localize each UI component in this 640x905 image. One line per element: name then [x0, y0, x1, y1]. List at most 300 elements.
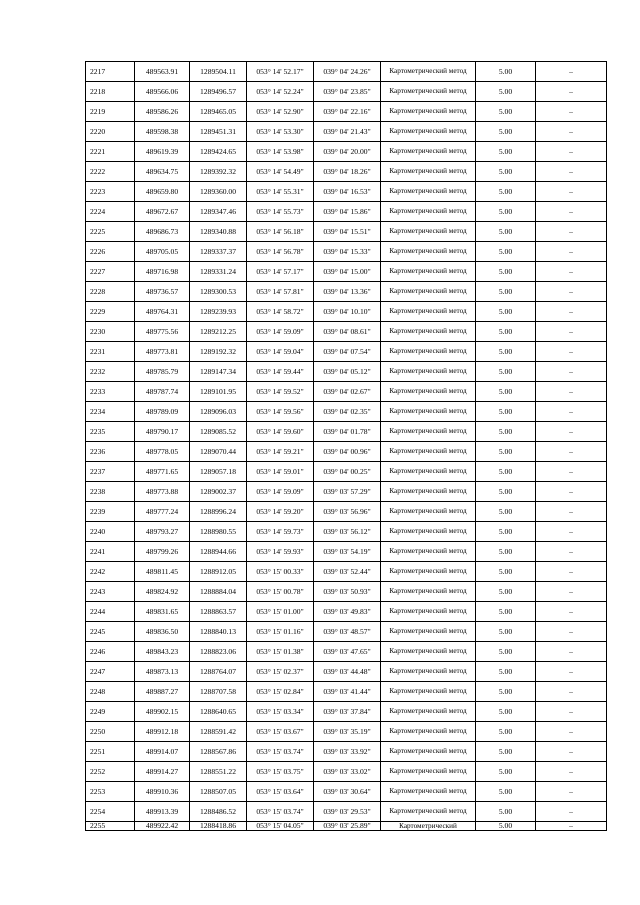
latitude-cell: 053° 14' 52.90"	[247, 102, 314, 122]
coord-y-cell: 1289192.32	[190, 342, 247, 362]
method-cell: Картометрический метод	[381, 462, 476, 482]
coord-x-cell: 489887.27	[135, 682, 190, 702]
longitude-cell: 039° 04' 05.12"	[314, 362, 381, 382]
table-row	[86, 562, 607, 582]
table-row	[86, 782, 607, 802]
latitude-cell: 053° 14' 54.49"	[247, 162, 314, 182]
method-cell: Картометрический метод	[381, 342, 476, 362]
method-cell: Картометрический метод	[381, 62, 476, 82]
accuracy-cell: 5.00	[476, 662, 536, 682]
coord-y-cell: 1289424.65	[190, 142, 247, 162]
latitude-cell: 053° 15' 03.75"	[247, 762, 314, 782]
point-number-cell: 2226	[86, 242, 135, 262]
accuracy-cell: 5.00	[476, 382, 536, 402]
longitude-cell: 039° 03' 25.89"	[314, 822, 381, 831]
longitude-cell: 039° 04' 18.26"	[314, 162, 381, 182]
latitude-cell: 053° 15' 03.67"	[247, 722, 314, 742]
table-row	[86, 82, 607, 102]
table-row	[86, 442, 607, 462]
coord-y-cell: 1289347.46	[190, 202, 247, 222]
coord-y-cell: 1288980.55	[190, 522, 247, 542]
coord-y-cell: 1288551.22	[190, 762, 247, 782]
point-number-cell: 2253	[86, 782, 135, 802]
coord-y-cell: 1289239.93	[190, 302, 247, 322]
description-cell: –	[536, 642, 607, 662]
coord-x-cell: 489764.31	[135, 302, 190, 322]
method-cell: Картометрический метод	[381, 722, 476, 742]
table-row	[86, 502, 607, 522]
coord-y-cell: 1288863.57	[190, 602, 247, 622]
coord-y-cell: 1289337.37	[190, 242, 247, 262]
latitude-cell: 053° 15' 04.05"	[247, 822, 314, 831]
latitude-cell: 053° 15' 00.33"	[247, 562, 314, 582]
method-cell: Картометрический метод	[381, 402, 476, 422]
coord-x-cell: 489619.39	[135, 142, 190, 162]
accuracy-cell: 5.00	[476, 482, 536, 502]
coord-x-cell: 489873.13	[135, 662, 190, 682]
latitude-cell: 053° 15' 02.84"	[247, 682, 314, 702]
point-number-cell: 2233	[86, 382, 135, 402]
coord-y-cell: 1288507.05	[190, 782, 247, 802]
accuracy-cell: 5.00	[476, 362, 536, 382]
latitude-cell: 053° 14' 59.60"	[247, 422, 314, 442]
coordinates-table	[85, 61, 607, 831]
method-cell: Картометрический метод	[381, 422, 476, 442]
latitude-cell: 053° 14' 59.56"	[247, 402, 314, 422]
point-number-cell: 2251	[86, 742, 135, 762]
coord-y-cell: 1288996.24	[190, 502, 247, 522]
description-cell: –	[536, 182, 607, 202]
latitude-cell: 053° 14' 56.18"	[247, 222, 314, 242]
description-cell: –	[536, 682, 607, 702]
accuracy-cell: 5.00	[476, 302, 536, 322]
point-number-cell: 2223	[86, 182, 135, 202]
longitude-cell: 039° 03' 33.92"	[314, 742, 381, 762]
description-cell: –	[536, 102, 607, 122]
point-number-cell: 2246	[86, 642, 135, 662]
coord-y-cell: 1288486.52	[190, 802, 247, 822]
description-cell: –	[536, 242, 607, 262]
method-cell: Картометрический метод	[381, 302, 476, 322]
coord-x-cell: 489922.42	[135, 822, 190, 831]
accuracy-cell: 5.00	[476, 742, 536, 762]
point-number-cell: 2237	[86, 462, 135, 482]
longitude-cell: 039° 03' 35.19"	[314, 722, 381, 742]
table-row	[86, 382, 607, 402]
accuracy-cell: 5.00	[476, 602, 536, 622]
accuracy-cell: 5.00	[476, 422, 536, 442]
method-cell: Картометрический метод	[381, 182, 476, 202]
longitude-cell: 039° 03' 47.65"	[314, 642, 381, 662]
accuracy-cell: 5.00	[476, 802, 536, 822]
coord-y-cell: 1288567.86	[190, 742, 247, 762]
table-row	[86, 582, 607, 602]
accuracy-cell: 5.00	[476, 322, 536, 342]
latitude-cell: 053° 14' 53.30"	[247, 122, 314, 142]
accuracy-cell: 5.00	[476, 142, 536, 162]
point-number-cell: 2225	[86, 222, 135, 242]
description-cell: –	[536, 142, 607, 162]
point-number-cell: 2217	[86, 62, 135, 82]
method-cell: Картометрический метод	[381, 542, 476, 562]
accuracy-cell: 5.00	[476, 822, 536, 831]
coord-x-cell: 489914.07	[135, 742, 190, 762]
method-cell: Картометрический метод	[381, 142, 476, 162]
accuracy-cell: 5.00	[476, 182, 536, 202]
coord-x-cell: 489793.27	[135, 522, 190, 542]
longitude-cell: 039° 04' 01.78"	[314, 422, 381, 442]
accuracy-cell: 5.00	[476, 462, 536, 482]
point-number-cell: 2221	[86, 142, 135, 162]
longitude-cell: 039° 04' 23.85"	[314, 82, 381, 102]
description-cell: –	[536, 202, 607, 222]
longitude-cell: 039° 03' 33.02"	[314, 762, 381, 782]
accuracy-cell: 5.00	[476, 222, 536, 242]
description-cell: –	[536, 482, 607, 502]
point-number-cell: 2255	[86, 822, 135, 831]
coord-y-cell: 1289096.03	[190, 402, 247, 422]
table-row	[86, 202, 607, 222]
description-cell: –	[536, 762, 607, 782]
longitude-cell: 039° 04' 16.53"	[314, 182, 381, 202]
longitude-cell: 039° 04' 00.25"	[314, 462, 381, 482]
description-cell: –	[536, 542, 607, 562]
description-cell: –	[536, 362, 607, 382]
longitude-cell: 039° 03' 29.53"	[314, 802, 381, 822]
method-cell: Картометрический метод	[381, 682, 476, 702]
longitude-cell: 039° 04' 24.26"	[314, 62, 381, 82]
description-cell: –	[536, 702, 607, 722]
coord-x-cell: 489778.05	[135, 442, 190, 462]
method-cell: Картометрический метод	[381, 102, 476, 122]
coord-y-cell: 1289057.18	[190, 462, 247, 482]
coord-y-cell: 1288418.86	[190, 822, 247, 831]
table-row	[86, 662, 607, 682]
coord-x-cell: 489771.65	[135, 462, 190, 482]
table-row	[86, 142, 607, 162]
point-number-cell: 2245	[86, 622, 135, 642]
longitude-cell: 039° 04' 07.54"	[314, 342, 381, 362]
description-cell: –	[536, 322, 607, 342]
coordinates-table-body	[86, 62, 607, 831]
point-number-cell: 2232	[86, 362, 135, 382]
longitude-cell: 039° 03' 57.29"	[314, 482, 381, 502]
coord-y-cell: 1288884.04	[190, 582, 247, 602]
method-cell: Картометрический метод	[381, 442, 476, 462]
longitude-cell: 039° 04' 15.00"	[314, 262, 381, 282]
description-cell: –	[536, 162, 607, 182]
description-cell: –	[536, 382, 607, 402]
coord-x-cell: 489686.73	[135, 222, 190, 242]
method-cell: Картометрический метод	[381, 762, 476, 782]
coord-x-cell: 489773.88	[135, 482, 190, 502]
accuracy-cell: 5.00	[476, 442, 536, 462]
description-cell: –	[536, 302, 607, 322]
accuracy-cell: 5.00	[476, 562, 536, 582]
accuracy-cell: 5.00	[476, 622, 536, 642]
description-cell: –	[536, 122, 607, 142]
longitude-cell: 039° 03' 30.64"	[314, 782, 381, 802]
coord-x-cell: 489913.39	[135, 802, 190, 822]
description-cell: –	[536, 802, 607, 822]
coord-x-cell: 489705.05	[135, 242, 190, 262]
description-cell: –	[536, 602, 607, 622]
latitude-cell: 053° 14' 59.52"	[247, 382, 314, 402]
accuracy-cell: 5.00	[476, 702, 536, 722]
point-number-cell: 2252	[86, 762, 135, 782]
coord-y-cell: 1288707.58	[190, 682, 247, 702]
latitude-cell: 053° 14' 58.72"	[247, 302, 314, 322]
latitude-cell: 053° 14' 59.09"	[247, 322, 314, 342]
latitude-cell: 053° 14' 53.98"	[247, 142, 314, 162]
coord-y-cell: 1289300.53	[190, 282, 247, 302]
coord-y-cell: 1289451.31	[190, 122, 247, 142]
latitude-cell: 053° 15' 01.16"	[247, 622, 314, 642]
latitude-cell: 053° 14' 52.17"	[247, 62, 314, 82]
latitude-cell: 053° 15' 03.74"	[247, 802, 314, 822]
method-cell: Картометрический метод	[381, 562, 476, 582]
point-number-cell: 2228	[86, 282, 135, 302]
accuracy-cell: 5.00	[476, 762, 536, 782]
accuracy-cell: 5.00	[476, 642, 536, 662]
coord-y-cell: 1289340.88	[190, 222, 247, 242]
coord-y-cell: 1289392.32	[190, 162, 247, 182]
longitude-cell: 039° 03' 49.83"	[314, 602, 381, 622]
coord-y-cell: 1289212.25	[190, 322, 247, 342]
point-number-cell: 2241	[86, 542, 135, 562]
coord-x-cell: 489811.45	[135, 562, 190, 582]
method-cell: Картометрический метод	[381, 602, 476, 622]
table-row	[86, 182, 607, 202]
longitude-cell: 039° 04' 08.61"	[314, 322, 381, 342]
description-cell: –	[536, 422, 607, 442]
latitude-cell: 053° 15' 00.78"	[247, 582, 314, 602]
accuracy-cell: 5.00	[476, 262, 536, 282]
latitude-cell: 053° 15' 01.38"	[247, 642, 314, 662]
coord-y-cell: 1288764.07	[190, 662, 247, 682]
table-row	[86, 402, 607, 422]
table-row	[86, 122, 607, 142]
coord-y-cell: 1289147.34	[190, 362, 247, 382]
table-row	[86, 702, 607, 722]
table-row	[86, 802, 607, 822]
table-row	[86, 822, 607, 831]
latitude-cell: 053° 14' 57.17"	[247, 262, 314, 282]
coord-x-cell: 489831.65	[135, 602, 190, 622]
accuracy-cell: 5.00	[476, 202, 536, 222]
point-number-cell: 2242	[86, 562, 135, 582]
method-cell: Картометрический метод	[381, 282, 476, 302]
longitude-cell: 039° 03' 37.84"	[314, 702, 381, 722]
table-row	[86, 362, 607, 382]
table-row	[86, 682, 607, 702]
point-number-cell: 2247	[86, 662, 135, 682]
method-cell: Картометрический метод	[381, 662, 476, 682]
latitude-cell: 053° 14' 59.04"	[247, 342, 314, 362]
description-cell: –	[536, 622, 607, 642]
accuracy-cell: 5.00	[476, 782, 536, 802]
point-number-cell: 2218	[86, 82, 135, 102]
table-row	[86, 622, 607, 642]
description-cell: –	[536, 742, 607, 762]
longitude-cell: 039° 04' 21.43"	[314, 122, 381, 142]
table-row	[86, 542, 607, 562]
description-cell: –	[536, 662, 607, 682]
table-row	[86, 342, 607, 362]
point-number-cell: 2244	[86, 602, 135, 622]
point-number-cell: 2254	[86, 802, 135, 822]
coord-x-cell: 489634.75	[135, 162, 190, 182]
coord-y-cell: 1288591.42	[190, 722, 247, 742]
description-cell: –	[536, 782, 607, 802]
coord-x-cell: 489912.18	[135, 722, 190, 742]
latitude-cell: 053° 15' 03.34"	[247, 702, 314, 722]
point-number-cell: 2229	[86, 302, 135, 322]
longitude-cell: 039° 03' 48.57"	[314, 622, 381, 642]
description-cell: –	[536, 462, 607, 482]
point-number-cell: 2248	[86, 682, 135, 702]
longitude-cell: 039° 04' 15.51"	[314, 222, 381, 242]
coord-y-cell: 1289465.05	[190, 102, 247, 122]
method-cell: Картометрический метод	[381, 202, 476, 222]
description-cell: –	[536, 402, 607, 422]
point-number-cell: 2249	[86, 702, 135, 722]
description-cell: –	[536, 62, 607, 82]
point-number-cell: 2231	[86, 342, 135, 362]
method-cell: Картометрический метод	[381, 582, 476, 602]
coord-x-cell: 489777.24	[135, 502, 190, 522]
coord-x-cell: 489566.06	[135, 82, 190, 102]
table-row	[86, 722, 607, 742]
point-number-cell: 2234	[86, 402, 135, 422]
latitude-cell: 053° 14' 59.09"	[247, 482, 314, 502]
latitude-cell: 053° 14' 52.24"	[247, 82, 314, 102]
table-row	[86, 242, 607, 262]
coord-y-cell: 1289496.57	[190, 82, 247, 102]
method-cell: Картометрический метод	[381, 622, 476, 642]
latitude-cell: 053° 14' 59.93"	[247, 542, 314, 562]
point-number-cell: 2224	[86, 202, 135, 222]
coord-y-cell: 1289504.11	[190, 62, 247, 82]
accuracy-cell: 5.00	[476, 162, 536, 182]
longitude-cell: 039° 03' 54.19"	[314, 542, 381, 562]
table-row	[86, 282, 607, 302]
description-cell: –	[536, 502, 607, 522]
accuracy-cell: 5.00	[476, 502, 536, 522]
coord-y-cell: 1288944.66	[190, 542, 247, 562]
method-cell: Картометрический метод	[381, 162, 476, 182]
method-cell: Картометрический метод	[381, 382, 476, 402]
accuracy-cell: 5.00	[476, 62, 536, 82]
accuracy-cell: 5.00	[476, 542, 536, 562]
latitude-cell: 053° 14' 55.73"	[247, 202, 314, 222]
longitude-cell: 039° 03' 50.93"	[314, 582, 381, 602]
latitude-cell: 053° 14' 59.73"	[247, 522, 314, 542]
coord-x-cell: 489789.09	[135, 402, 190, 422]
coord-y-cell: 1289070.44	[190, 442, 247, 462]
point-number-cell: 2236	[86, 442, 135, 462]
longitude-cell: 039° 03' 52.44"	[314, 562, 381, 582]
longitude-cell: 039° 04' 00.96"	[314, 442, 381, 462]
method-cell: Картометрический	[381, 822, 476, 831]
coord-y-cell: 1289360.00	[190, 182, 247, 202]
table-row	[86, 422, 607, 442]
coord-x-cell: 489598.38	[135, 122, 190, 142]
method-cell: Картометрический метод	[381, 482, 476, 502]
coord-x-cell: 489799.26	[135, 542, 190, 562]
latitude-cell: 053° 14' 57.81"	[247, 282, 314, 302]
point-number-cell: 2227	[86, 262, 135, 282]
coord-x-cell: 489775.56	[135, 322, 190, 342]
coord-x-cell: 489824.92	[135, 582, 190, 602]
latitude-cell: 053° 15' 01.00"	[247, 602, 314, 622]
method-cell: Картометрический метод	[381, 82, 476, 102]
longitude-cell: 039° 04' 02.67"	[314, 382, 381, 402]
table-row	[86, 162, 607, 182]
longitude-cell: 039° 04' 15.86"	[314, 202, 381, 222]
point-number-cell: 2230	[86, 322, 135, 342]
longitude-cell: 039° 04' 13.36"	[314, 282, 381, 302]
description-cell: –	[536, 262, 607, 282]
method-cell: Картометрический метод	[381, 742, 476, 762]
coord-y-cell: 1289101.95	[190, 382, 247, 402]
latitude-cell: 053° 15' 03.64"	[247, 782, 314, 802]
longitude-cell: 039° 03' 56.96"	[314, 502, 381, 522]
coord-y-cell: 1289002.37	[190, 482, 247, 502]
table-row	[86, 642, 607, 662]
point-number-cell: 2235	[86, 422, 135, 442]
longitude-cell: 039° 03' 56.12"	[314, 522, 381, 542]
description-cell: –	[536, 342, 607, 362]
coord-x-cell: 489836.50	[135, 622, 190, 642]
table-row	[86, 482, 607, 502]
coord-x-cell: 489773.81	[135, 342, 190, 362]
point-number-cell: 2250	[86, 722, 135, 742]
table-row	[86, 762, 607, 782]
point-number-cell: 2239	[86, 502, 135, 522]
coord-x-cell: 489914.27	[135, 762, 190, 782]
method-cell: Картометрический метод	[381, 362, 476, 382]
point-number-cell: 2220	[86, 122, 135, 142]
description-cell: –	[536, 822, 607, 831]
table-row	[86, 322, 607, 342]
coord-x-cell: 489716.98	[135, 262, 190, 282]
accuracy-cell: 5.00	[476, 342, 536, 362]
point-number-cell: 2240	[86, 522, 135, 542]
coord-y-cell: 1289085.52	[190, 422, 247, 442]
latitude-cell: 053° 14' 59.21"	[247, 442, 314, 462]
method-cell: Картометрический метод	[381, 782, 476, 802]
coord-y-cell: 1288840.13	[190, 622, 247, 642]
description-cell: –	[536, 522, 607, 542]
latitude-cell: 053° 15' 03.74"	[247, 742, 314, 762]
description-cell: –	[536, 82, 607, 102]
method-cell: Картометрический метод	[381, 122, 476, 142]
coord-x-cell: 489672.67	[135, 202, 190, 222]
latitude-cell: 053° 14' 59.20"	[247, 502, 314, 522]
method-cell: Картометрический метод	[381, 802, 476, 822]
coord-x-cell: 489787.74	[135, 382, 190, 402]
longitude-cell: 039° 04' 22.16"	[314, 102, 381, 122]
latitude-cell: 053° 15' 02.37"	[247, 662, 314, 682]
coord-x-cell: 489736.57	[135, 282, 190, 302]
latitude-cell: 053° 14' 59.44"	[247, 362, 314, 382]
description-cell: –	[536, 562, 607, 582]
table-row	[86, 742, 607, 762]
coord-x-cell: 489910.36	[135, 782, 190, 802]
accuracy-cell: 5.00	[476, 282, 536, 302]
coord-x-cell: 489659.80	[135, 182, 190, 202]
